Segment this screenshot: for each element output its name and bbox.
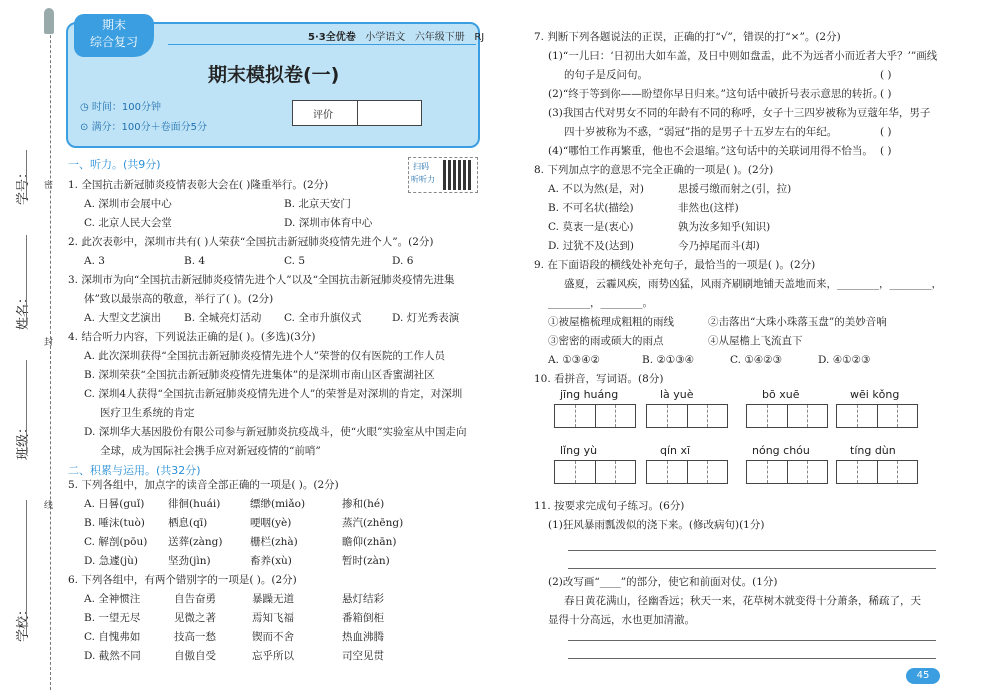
qr-label-2: 听听力 [411,175,435,184]
seal-mark-xian: 线 [44,501,54,511]
q4-option-d-line2: 全球，成为国际社会携手应对新冠疫情的“前哨” [100,445,321,457]
writing-grid[interactable] [746,404,828,428]
qr-label-1: 扫码 [413,162,429,171]
q6-cell: 自傲自受 [174,650,216,662]
q4-option-c-line2: 医疗卫生系统的肯定 [100,407,195,419]
answer-line[interactable] [568,640,936,641]
q5-options [84,498,484,574]
q9-answer-a: A. ①③④② [548,354,600,366]
writing-grid[interactable] [836,460,918,484]
q6-cell: 热血沸腾 [342,631,384,643]
q7-paren: ( ) [880,69,892,81]
page-number [906,668,940,684]
pinyin-label: bō xuē [762,388,800,401]
q7-item4: (4)“哪怕工作再繁重，他也不会退缩。”这句话中的关联词用得不恰当。 [548,145,873,157]
name-label: 姓名： [16,290,31,330]
q5: 5. 下列各组中，加点字的读音全部正确的一项是( )。(2分) [68,479,339,491]
q5-cell: 缥缈(miǎo) [250,498,306,510]
check-icon: ⊙ [80,122,92,133]
q5-cell: 畜养(xù) [250,555,292,567]
class-label: 班级： [16,420,31,460]
grade: 六年级下册 [414,32,465,43]
q1-option-d: D. 深圳市体育中心 [284,217,373,229]
q5-cell: D. 急遽(jù) [84,555,138,567]
ribbon-line1: 期末 [101,18,126,32]
q6-cell: 见微之著 [174,612,216,624]
q9-passage-line2: ________，________。 [548,297,653,309]
evaluation-box [292,100,422,126]
qr-code [408,157,478,193]
qr-code-icon [443,160,473,190]
pinyin-label: qín xī [660,444,691,457]
q9-answer-d: D. ④①②③ [818,354,871,366]
q5-cell: 栅栏(zhà) [250,536,298,548]
q7-item3-line1: (3)我国古代对男女不同的年龄有不同的称呼，女子十三四岁被称为豆蔻年华，男子 [548,107,931,119]
q1-option-a: A. 深圳市会展中心 [84,198,172,210]
q11-part2: (2)改写画“____”的部分，使它和前面对仗。(1分) [548,576,778,588]
answer-line[interactable] [568,568,936,569]
pinyin-label: jīng huáng [560,388,619,401]
q6-cell: 司空见贯 [342,650,384,662]
pinyin-label: wēi kǒng [850,388,900,401]
q5-cell: 暂时(zàn) [342,555,390,567]
q5-cell: 哽咽(yè) [250,517,292,529]
q6-cell: 技高一愁 [174,631,216,643]
q9: 9. 在下面语段的横线处补充句子，最恰当的一项是( )。(2分) [534,259,816,271]
q6-cell: C. 自愧弗如 [84,631,141,643]
review-ribbon [74,14,154,57]
student-id-label: 学号： [16,165,31,205]
q5-cell: 坚劲(jìn) [168,555,211,567]
q3-option-c: C. 全市升旗仪式 [284,312,362,324]
q10: 10. 看拼音，写词语。(8分) [534,373,664,385]
exam-time-text: 时间：100分钟 [91,102,161,113]
exam-score-text: 满分：100分＋卷面分5分 [91,122,208,133]
clock-icon: ◷ [80,102,92,113]
q9-answer-b: B. ②①③④ [642,354,695,366]
q8-a-left: A. 不以为然(是，对) [548,183,644,195]
q7-paren: ( ) [880,145,892,157]
q9-passage-line1: 盛夏，云霾风疾，雨势凶猛，风雨齐刷刷地铺天盖地而来，________，________， [564,278,942,290]
q3-line1: 3. 深圳市为向“全国抗击新冠肺炎疫情先进个人”以及“全国抗击新冠肺炎疫情先进集 [68,274,455,286]
book-info [308,28,484,43]
q5-cell: 掺和(hé) [342,498,385,510]
writing-grid[interactable] [554,460,636,484]
q6-cell: 番箱倒柜 [342,612,384,624]
q7-paren: ( ) [880,126,892,138]
pinyin-label: lǐng yù [560,444,598,457]
writing-grid[interactable] [746,460,828,484]
q4-option-d-line1: D. 深圳华大基因股份有限公司参与新冠肺炎抗疫战斗，使“火眼”实验室从中国走向 [84,426,467,438]
q5-cell: 栖息(qī) [168,517,208,529]
q6: 6. 下列各组中，有两个错别字的一项是( )。(2分) [68,574,297,586]
pinyin-label: nóng chóu [752,444,810,457]
q6-cell: 焉知飞福 [252,612,294,624]
q6-cell: 暴躁无道 [252,593,294,605]
edition: RJ [474,32,485,43]
q4-option-b: B. 深圳荣获“全国抗击新冠肺炎疫情先进集体”的是深圳市南山区香蜜湖社区 [84,369,435,381]
seal-mark-feng: 封 [44,338,54,348]
writing-grid[interactable] [836,404,918,428]
q3-option-d: D. 灯光秀表演 [392,312,460,324]
q5-cell: 送葬(zàng) [168,536,223,548]
q7-item2: (2)“终于等到你——盼望你早日归来。”这句话中破折号表示意思的转折。 [548,88,884,100]
q4: 4. 结合听力内容，下列说法正确的是( )。(多选)(3分) [68,331,316,343]
exam-header [66,18,485,148]
evaluation-label: 评价 [313,110,333,121]
q9-option-2: ②击落出“大珠小珠落玉盘”的美妙音响 [708,316,887,328]
q2: 2. 此次表彰中，深圳市共有( )人荣获“全国抗击新冠肺炎疫情先进个人”。(2分) [68,236,434,248]
page-title: 期末模拟卷(一) [208,64,340,86]
q2-option-d: D. 6 [392,255,414,267]
q1: 1. 全国抗击新冠肺炎疫情表彰大会在( )隆重举行。(2分) [68,179,329,191]
q5-cell: C. 解剖(pōu) [84,536,148,548]
q2-option-c: C. 5 [284,255,306,267]
exam-time [80,98,161,113]
q11-passage-line1: 春日黄花满山，径幽香远；秋天一来，花草树木就变得十分萧条，稀疏了，天 [564,595,921,607]
q5-cell: 徘徊(huái) [168,498,221,510]
q9-option-3: ③密密的雨或硕大的雨点 [548,335,664,347]
q11-passage-line2: 显得十分高远，水也更加清澈。 [548,614,695,626]
subject: 小学语文 [365,32,406,43]
q1-option-b: B. 北京天安门 [284,198,351,210]
writing-grid[interactable] [646,404,728,428]
q4-option-a: A. 此次深圳获得“全国抗击新冠肺炎疫情先进个人”荣誉的仅有医院的工作人员 [84,350,445,362]
q6-cell: 自告奋勇 [174,593,216,605]
q5-cell: B. 唾沫(tuò) [84,517,145,529]
q6-cell: A. 全神惯注 [84,593,141,605]
q8-a-right: 思援弓缴而射之(引，拉) [678,183,792,195]
series-name: 5·3全优卷 [308,32,356,43]
section-listening: 一、听力。(共9分) [68,158,161,171]
exam-score [80,118,207,133]
pinyin-label: tíng dùn [850,444,896,457]
answer-line[interactable] [568,550,936,551]
writing-grid[interactable] [646,460,728,484]
q2-option-b: B. 4 [184,255,206,267]
q7-item1-line1: (1)“一儿曰：‘日初出大如车盖，及日中则如盘盂，此不为远者小而近者大乎？’”画线 [548,50,938,62]
q7-paren: ( ) [880,88,892,100]
page-number-text: 45 [916,670,930,681]
q6-cell: B. 一望无尽 [84,612,141,624]
q5-cell: 蒸汽(zhēng) [342,517,404,529]
q8-c-right: 孰为汝多知乎(知识) [678,221,771,233]
q3-option-a: A. 大型文艺演出 [84,312,162,324]
q6-cell: 悬灯结彩 [342,593,384,605]
q2-option-a: A. 3 [84,255,105,267]
q7: 7. 判断下列各题说法的正误，正确的打“√”，错误的打“×”。(2分) [534,31,841,43]
q3-option-b: B. 全城亮灯活动 [184,312,262,324]
pinyin-label: là yuè [660,388,694,401]
q3-line2: 体”致以最崇高的敬意，举行了( )。(2分) [84,293,274,305]
q6-cell: D. 截然不同 [84,650,141,662]
q9-option-1: ①被屋檐梳理成粗粗的雨线 [548,316,674,328]
q8-b-right: 非然也(这样) [678,202,739,214]
q8-c-left: C. 莫衷一是(衷心) [548,221,634,233]
q11-part1: (1)狂风暴雨瓢泼似的浇下来。(修改病句)(1分) [548,519,765,531]
q9-answer-c: C. ①④②③ [730,354,782,366]
q8-d-right: 今乃掉尾而斗(却) [678,240,760,252]
section-knowledge: 二、积累与运用。(共32分) [68,464,201,477]
q4-option-c-line1: C. 深圳4人获得“全国抗击新冠肺炎疫情先进个人”的荣誉是对深圳的肯定，对深圳 [84,388,463,400]
q11: 11. 按要求完成句子练习。(6分) [534,500,685,512]
seal-mark-mi: 密 [44,181,54,191]
q6-cell: 锲而不舍 [252,631,294,643]
q5-cell: A. 日晷(guǐ) [84,498,145,510]
q7-item1-line2: 的句子是反问句。 [564,69,648,81]
ribbon-line2: 综合复习 [89,35,138,49]
q8: 8. 下列加点字的意思不完全正确的一项是( )。(2分) [534,164,774,176]
writing-grid[interactable] [554,404,636,428]
q8-d-left: D. 过犹不及(达到) [548,240,634,252]
q8-b-left: B. 不可名状(描绘) [548,202,634,214]
answer-line[interactable] [568,658,936,659]
school-label: 学校： [16,602,31,642]
q5-cell: 瞻仰(zhān) [342,536,397,548]
q7-item3-line2: 四十岁被称为不惑，“弱冠”指的是男子十五岁左右的年纪。 [564,126,838,138]
rocket-icon [44,8,54,34]
q6-options [84,593,484,669]
q1-option-c: C. 北京人民大会堂 [84,217,172,229]
q9-option-4: ④从屋檐上飞流直下 [708,335,803,347]
q6-cell: 忘乎所以 [252,650,294,662]
